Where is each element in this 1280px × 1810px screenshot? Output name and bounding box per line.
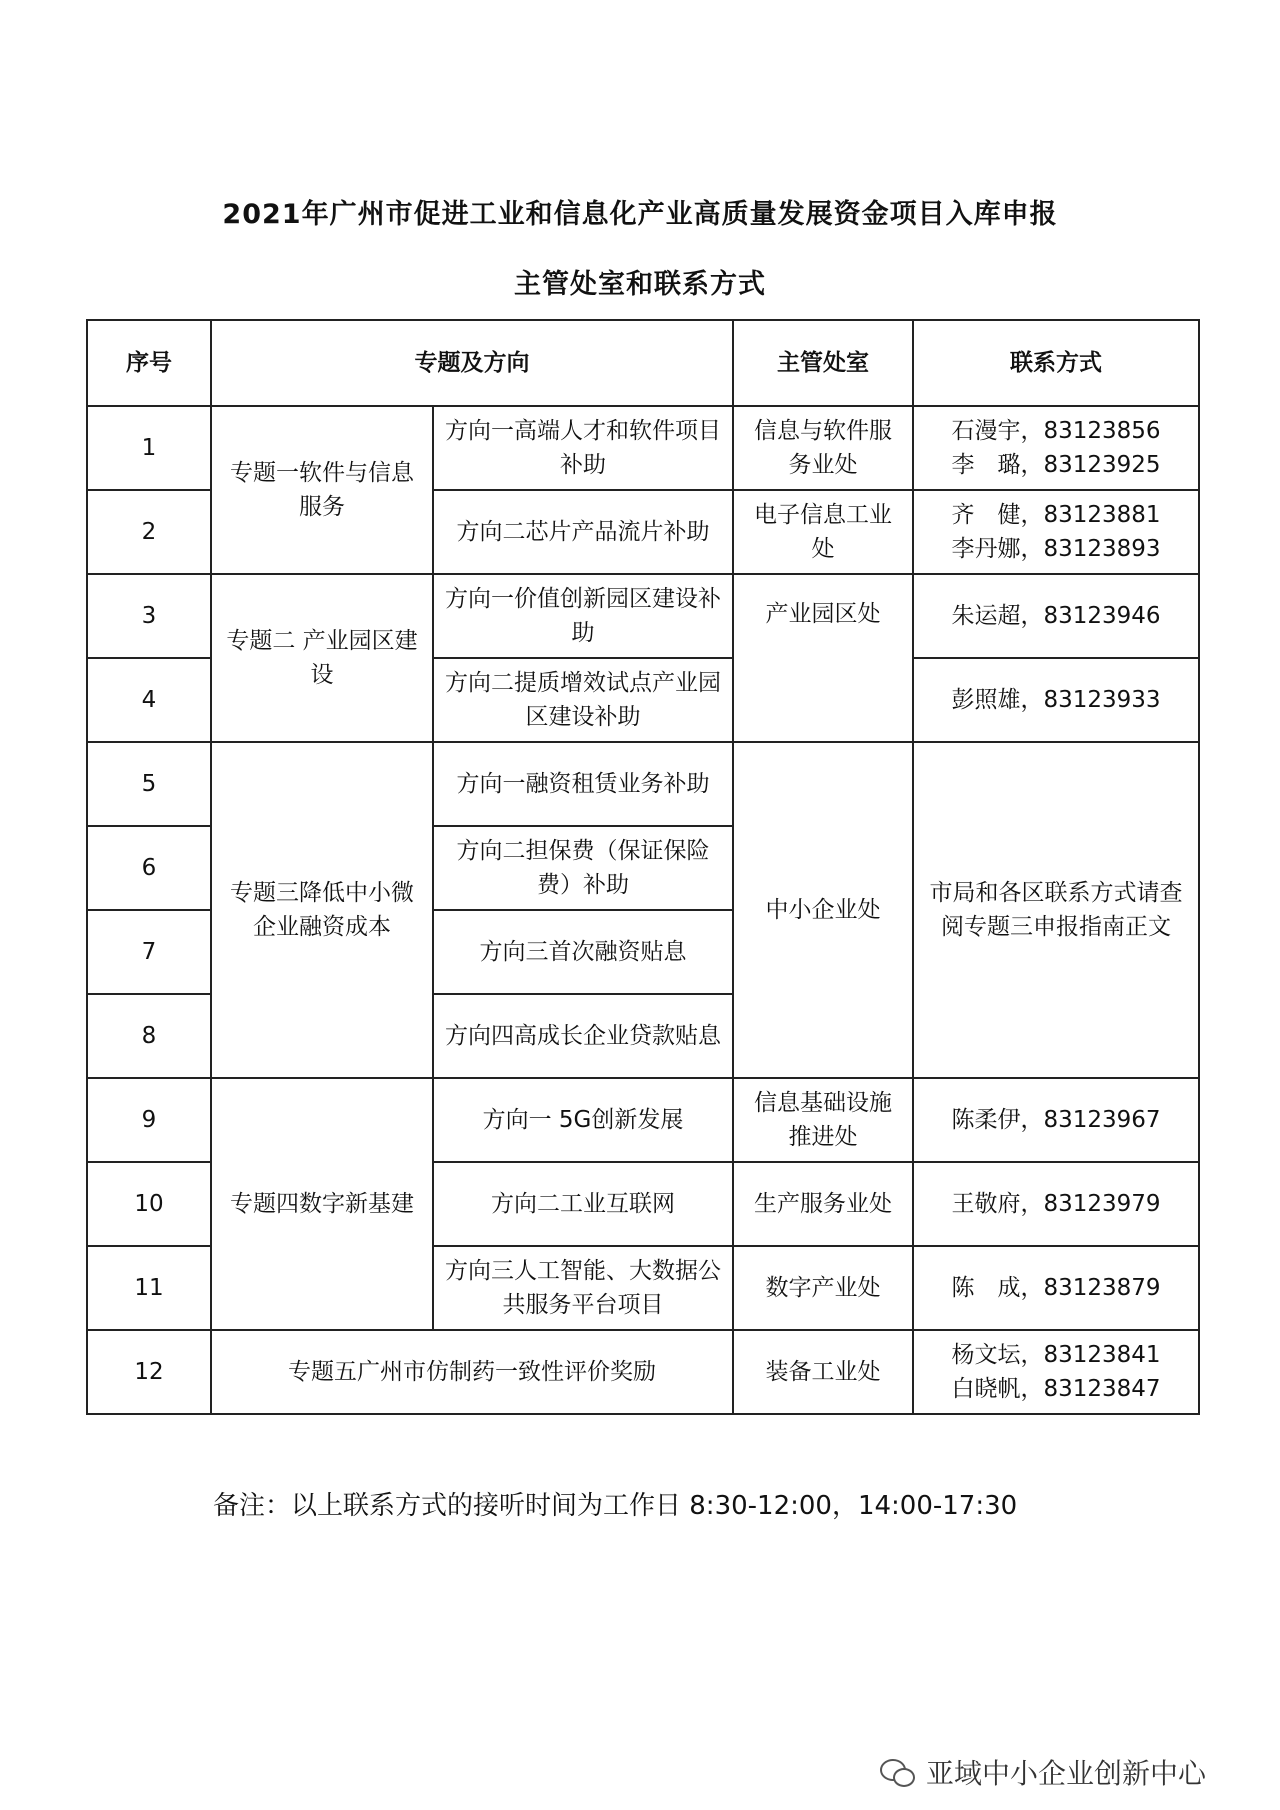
header-dept: 主管处室 [733,320,913,406]
table-row [87,742,1199,826]
document-title-line-1: 2021年广州市促进工业和信息化产业高质量发展资金项目入库申报 [222,199,1058,230]
seq-cell: 7 [87,910,211,994]
footnote: 备注：以上联系方式的接听时间为工作日 8:30-12:00，14:00-17:30 [213,1491,1018,1521]
contact-line: 彭照雄，83123933 [951,687,1161,713]
dept-cell: 产业园区处 [733,574,913,742]
contact-line: 杨文坛，83123841 [951,1342,1161,1368]
contact-cell: 市局和各区联系方式请查阅专题三申报指南正文 [913,742,1199,1078]
contact-cell [913,490,1199,574]
direction-cell: 方向二工业互联网 [433,1162,733,1246]
contact-cell [913,1330,1199,1414]
contact-line: 陈 成，83123879 [951,1275,1161,1301]
topic-cell: 专题四数字新基建 [211,1078,433,1330]
header-contact: 联系方式 [913,320,1199,406]
document-title-line-2: 主管处室和联系方式 [514,269,766,300]
dept-cell: 信息基础设施推进处 [733,1078,913,1162]
brand-name: 亚域中小企业创新中心 [926,1757,1207,1790]
dept-cell: 信息与软件服务业处 [733,406,913,490]
wechat-icon [880,1757,916,1787]
dept-cell: 装备工业处 [733,1330,913,1414]
table-row [87,1330,1199,1414]
seq-cell: 10 [87,1162,211,1246]
contact-table [86,319,1200,1415]
contact-cell [913,406,1199,490]
seq-cell: 12 [87,1330,211,1414]
contact-line: 李丹娜，83123893 [951,536,1161,562]
topic-cell: 专题一软件与信息服务 [211,406,433,574]
contact-cell [913,1246,1199,1330]
seq-cell: 4 [87,658,211,742]
table-row [87,406,1199,490]
direction-cell: 方向一 5G创新发展 [433,1078,733,1162]
topic-cell: 专题三降低中小微企业融资成本 [211,742,433,1078]
direction-cell: 方向一高端人才和软件项目补助 [433,406,733,490]
table-row [87,574,1199,658]
dept-cell: 生产服务业处 [733,1162,913,1246]
contact-line: 陈柔伊，83123967 [951,1107,1161,1133]
contact-line: 王敬府，83123979 [951,1191,1161,1217]
table-header-row [87,320,1199,406]
contact-cell [913,1078,1199,1162]
seq-cell: 9 [87,1078,211,1162]
contact-cell [913,658,1199,742]
topic-cell: 专题五广州市仿制药一致性评价奖励 [211,1330,733,1414]
direction-cell: 方向一价值创新园区建设补助 [433,574,733,658]
seq-cell: 5 [87,742,211,826]
table-row [87,1078,1199,1162]
dept-cell: 电子信息工业处 [733,490,913,574]
contact-cell [913,574,1199,658]
contact-line: 朱运超，83123946 [951,603,1161,629]
dept-cell: 数字产业处 [733,1246,913,1330]
direction-cell: 方向三首次融资贴息 [433,910,733,994]
seq-cell: 11 [87,1246,211,1330]
dept-cell: 中小企业处 [733,742,913,1078]
direction-cell: 方向二担保费（保证保险费）补助 [433,826,733,910]
contact-line: 李 璐，83123925 [951,452,1161,478]
seq-cell: 3 [87,574,211,658]
contact-line: 白晓帆，83123847 [951,1376,1161,1402]
contact-cell [913,1162,1199,1246]
seq-cell: 2 [87,490,211,574]
seq-cell: 8 [87,994,211,1078]
contact-line: 齐 健，83123881 [951,502,1161,528]
direction-cell: 方向一融资租赁业务补助 [433,742,733,826]
direction-cell: 方向三人工智能、大数据公共服务平台项目 [433,1246,733,1330]
direction-cell: 方向二提质增效试点产业园区建设补助 [433,658,733,742]
contact-line: 石漫宇，83123856 [951,418,1161,444]
seq-cell: 6 [87,826,211,910]
seq-cell: 1 [87,406,211,490]
direction-cell: 方向四高成长企业贷款贴息 [433,994,733,1078]
header-topic: 专题及方向 [211,320,733,406]
header-seq: 序号 [87,320,211,406]
topic-cell: 专题二 产业园区建设 [211,574,433,742]
direction-cell: 方向二芯片产品流片补助 [433,490,733,574]
watermark-brand [880,1752,1206,1792]
